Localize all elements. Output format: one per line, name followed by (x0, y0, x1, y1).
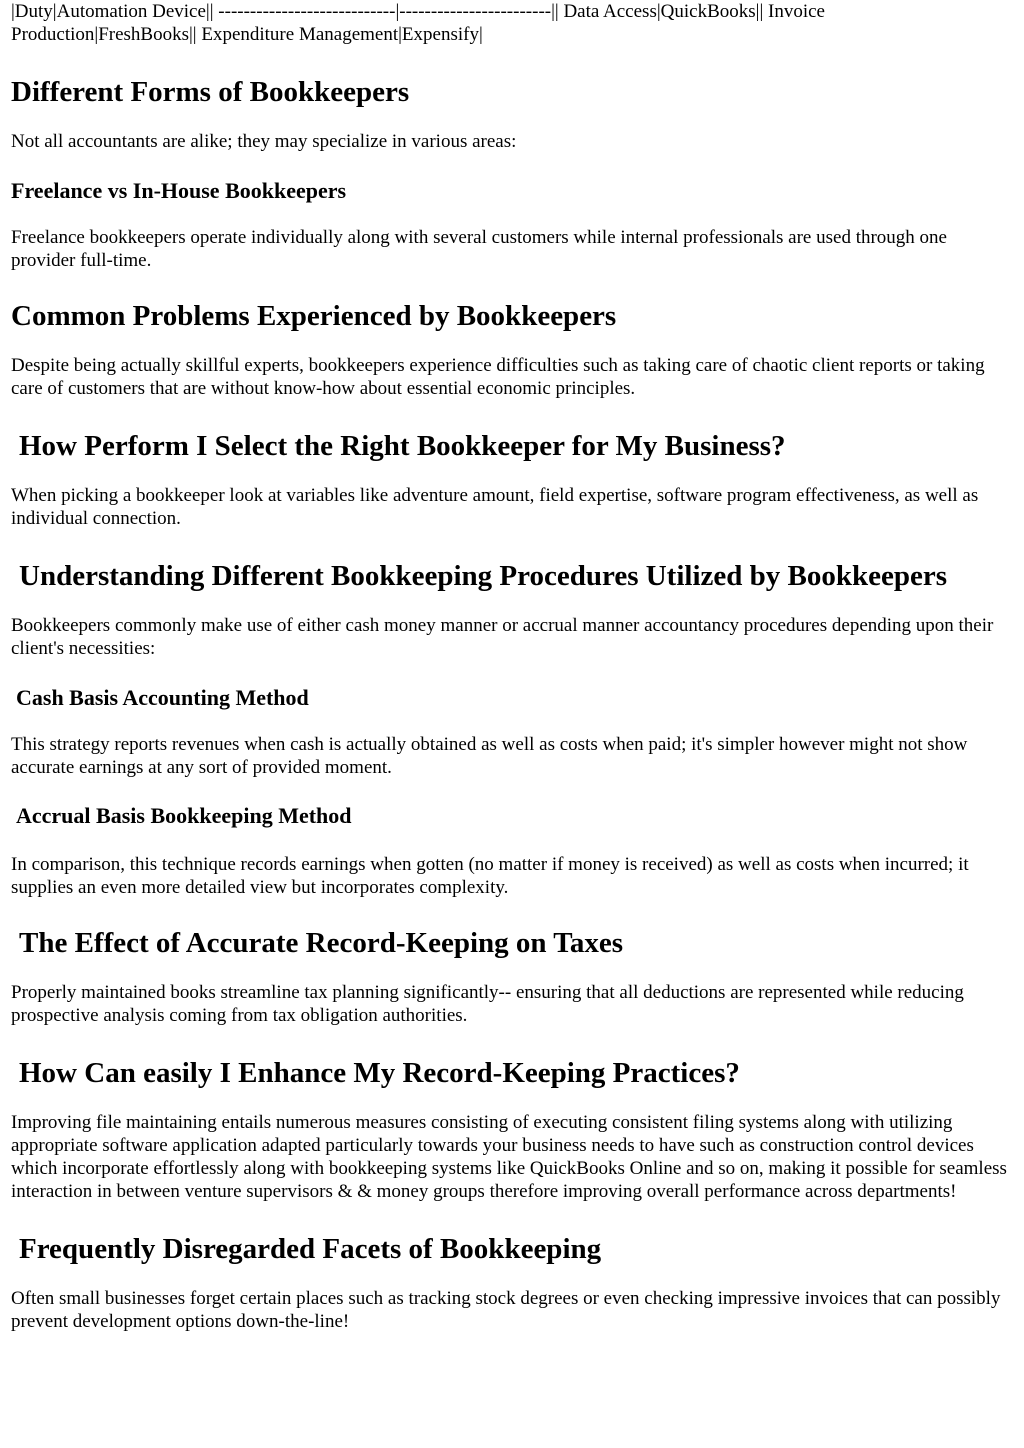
paragraph-cash-basis: This strategy reports revenues when cash is actually obtained as well as costs when paid; it's simpler however might not show accurate earnings at any sort of provided moment. (11, 734, 968, 778)
heading-bookkeeping-procedures: Understanding Different Bookkeeping Procedures Utilized by Bookkeepers (19, 560, 948, 592)
heading-effect-on-taxes: The Effect of Accurate Record-Keeping on Taxes (19, 927, 624, 959)
heading-select-bookkeeper: How Perform I Select the Right Bookkeeper for My Business? (19, 430, 786, 462)
subheading-accrual-basis: Accrual Basis Bookkeeping Method (16, 803, 352, 828)
paragraph-common-problems: Despite being actually skillful experts, bookkeepers experience difficulties such as taking care of chaotic client reports or taking care of customers that are without know-how about essential economic principles. (11, 355, 985, 399)
paragraph-enhance-record-keeping: Improving file maintaining entails numerous measures consisting of executing consistent filing systems along with utilizing appropriate software application adapted particularly towards your business needs to have such as construction control devices which incorporate effortlessly along with bookkeeping systems like QuickBooks Online and so on, making it possible for seamless interaction in between venture supervisors & & money groups therefore improving overall performance across departments! (11, 1112, 1007, 1202)
tool-table-text: |Duty|Automation Device|| ----------------------------|------------------------|| Data Access|QuickBooks|| Invoice Production|FreshBooks|| Expenditure Management|Expensify| (11, 1, 825, 45)
subheading-freelance-vs-inhouse: Freelance vs In-House Bookkeepers (11, 178, 347, 203)
heading-disregarded-facets: Frequently Disregarded Facets of Bookkeeping (19, 1233, 602, 1265)
paragraph-accrual-basis: In comparison, this technique records earnings when gotten (no matter if money is received) as well as costs when incurred; it supplies an even more detailed view but incorporates complexity. (11, 854, 969, 898)
heading-different-forms: Different Forms of Bookkeepers (11, 76, 410, 108)
heading-enhance-record-keeping: How Can easily I Enhance My Record-Keeping Practices? (19, 1057, 740, 1089)
paragraph-bookkeeping-procedures: Bookkeepers commonly make use of either cash money manner or accrual manner accountancy procedures depending upon their client's necessities: (11, 615, 994, 659)
subheading-cash-basis: Cash Basis Accounting Method (16, 685, 309, 710)
paragraph-different-forms: Not all accountants are alike; they may specialize in various areas: (11, 131, 517, 152)
paragraph-disregarded-facets: Often small businesses forget certain places such as tracking stock degrees or even checking impressive invoices that can possibly prevent development options down-the-line! (11, 1288, 1001, 1332)
paragraph-effect-on-taxes: Properly maintained books streamline tax planning significantly-- ensuring that all deductions are represented while reducing prospective analysis coming from tax obligation authorities. (11, 982, 964, 1026)
paragraph-freelance-vs-inhouse: Freelance bookkeepers operate individually along with several customers while internal professionals are used through one provider full-time. (11, 227, 947, 271)
paragraph-select-bookkeeper: When picking a bookkeeper look at variables like adventure amount, field expertise, software program effectiveness, as well as individual connection. (11, 485, 979, 529)
heading-common-problems: Common Problems Experienced by Bookkeepers (11, 300, 617, 332)
